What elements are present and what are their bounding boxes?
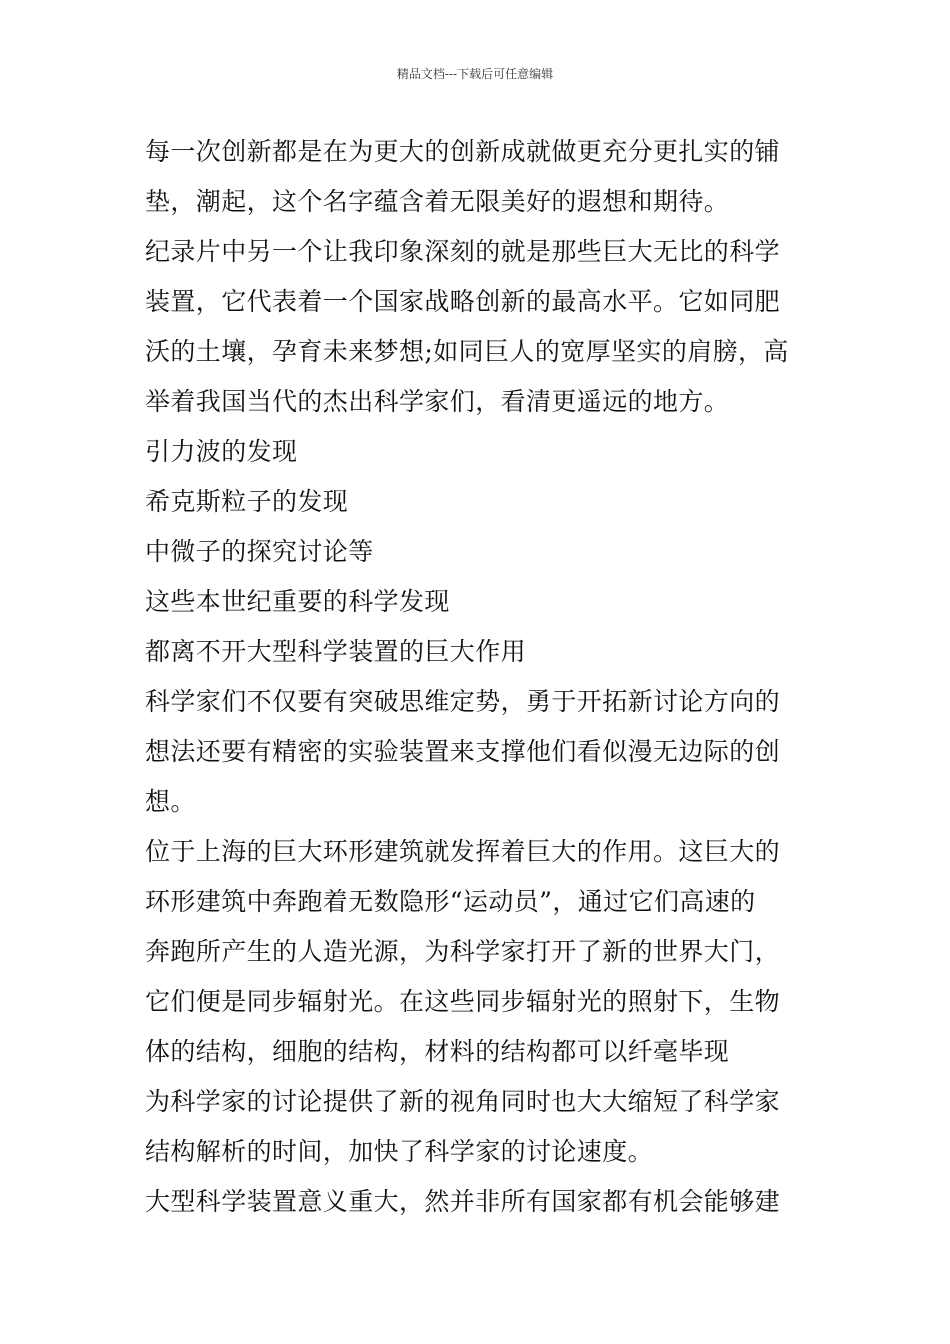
text-line: 装置，它代表着一个国家战略创新的最高水平。它如同肥 bbox=[145, 287, 781, 316]
text-line: 体的结构，细胞的结构，材料的结构都可以纤毫毕现 bbox=[145, 1037, 730, 1066]
text-line: 想。 bbox=[145, 787, 196, 816]
text-line: 纪录片中另一个让我印象深刻的就是那些巨大无比的科学 bbox=[145, 237, 781, 266]
text-line: 想法还要有精密的实验装置来支撑他们看似漫无边际的创 bbox=[145, 737, 781, 766]
text-line: 为科学家的讨论提供了新的视角同时也大大缩短了科学家 bbox=[145, 1087, 781, 1116]
text-line: 位于上海的巨大环形建筑就发挥着巨大的作用。这巨大的 bbox=[145, 837, 781, 866]
document-body bbox=[145, 127, 810, 1227]
text-line: 每一次创新都是在为更大的创新成就做更充分更扎实的铺 bbox=[145, 137, 781, 166]
page-header: 精品文档---下载后可任意编辑 bbox=[396, 67, 554, 81]
text-line: 沃的土壤，孕育未来梦想;如同巨人的宽厚坚实的肩膀，高 bbox=[145, 337, 789, 366]
text-line: 引力波的发现 bbox=[145, 437, 298, 466]
text-line: 奔跑所产生的人造光源，为科学家打开了新的世界大门， bbox=[145, 937, 781, 966]
text-line: 它们便是同步辐射光。在这些同步辐射光的照射下，生物 bbox=[145, 987, 781, 1016]
text-line: 科学家们不仅要有突破思维定势，勇于开拓新讨论方向的 bbox=[145, 687, 781, 716]
text-line: 中微子的探究讨论等 bbox=[145, 537, 374, 566]
text-line: 环形建筑中奔跑着无数隐形“运动员”，通过它们高速的 bbox=[145, 887, 756, 916]
text-line: 垫，潮起，这个名字蕴含着无限美好的遐想和期待。 bbox=[145, 187, 730, 216]
text-line: 结构解析的时间，加快了科学家的讨论速度。 bbox=[145, 1137, 654, 1166]
text-line: 希克斯粒子的发现 bbox=[145, 487, 349, 516]
text-line: 大型科学装置意义重大，然并非所有国家都有机会能够建 bbox=[145, 1187, 781, 1216]
text-line: 这些本世纪重要的科学发现 bbox=[145, 587, 450, 616]
text-line: 举着我国当代的杰出科学家们，看清更遥远的地方。 bbox=[145, 387, 730, 416]
text-line: 都离不开大型科学装置的巨大作用 bbox=[145, 637, 527, 666]
